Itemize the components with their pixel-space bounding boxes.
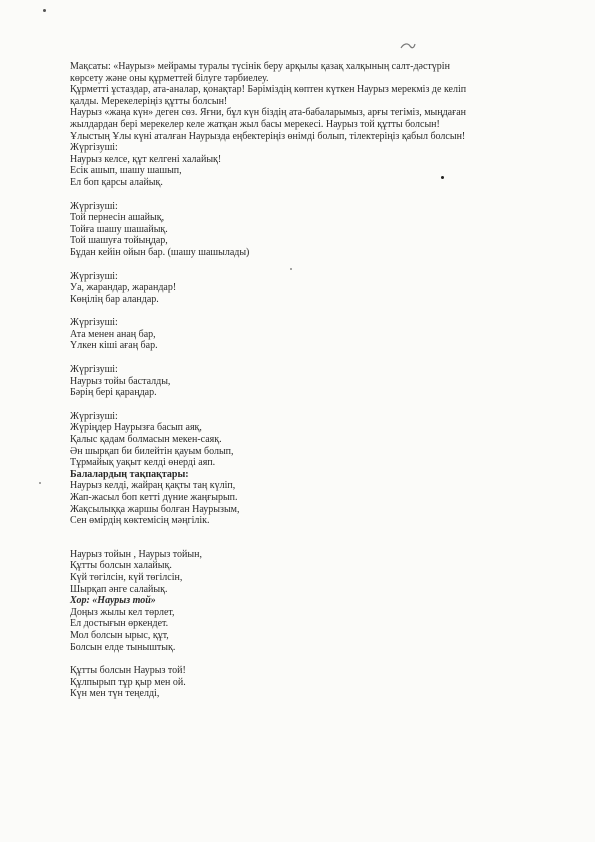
verse-line: Мол болсын ырыс, құт, <box>70 629 169 641</box>
speaker-label: Жүргізуші: <box>70 364 118 376</box>
verse-line: Ел достығын өркендет. <box>70 618 169 630</box>
speaker-label: Жүргізуші: <box>70 200 118 212</box>
verse-line: Шырқап әнге салайық. <box>70 583 168 595</box>
intro-line: Құрметті ұстаздар, ата-аналар, қонақтар! Бәріміздің көптен күткен Наурыз мерекміз де келіп <box>70 84 467 96</box>
host-block <box>70 411 570 469</box>
speaker-label: Жүргізуші: <box>70 317 118 329</box>
verse-line: Күй төгілсін, күй төгілсін, <box>70 571 183 583</box>
verse-line: Бұдан кейін ойын бар. (шашу шашылады) <box>70 246 250 258</box>
speaker-label: Жүргізуші: <box>70 410 118 422</box>
verse-line: Жүріңдер Наурызға басып аяқ, <box>70 422 202 434</box>
intro-line: Наурыз «жаңа күн» деген сөз. Яғни, бұл күн біздің ата-бабаларымыз, арғы тегіміз, мыңдаған <box>70 107 467 119</box>
verse-line: Ата менен анаң бар, <box>70 328 156 340</box>
verse-line: Құтты болсын Наурыз той! <box>70 665 186 677</box>
host-block <box>70 317 570 352</box>
verse-line: Наурыз тойын , Наурыз тойын, <box>70 548 202 560</box>
verse-line: Тұрмайық уақыт келді өнерді аяп. <box>70 457 216 469</box>
verse-line: Наурыз тойы басталды, <box>70 375 171 387</box>
verse-block <box>70 549 570 595</box>
verse-line: Қалыс қадам болмасын мекен-саяқ. <box>70 434 222 446</box>
verse-line: Доңыз жылы кел төрлет, <box>70 606 175 618</box>
verse-line: Құтты болсын халайық. <box>70 560 172 572</box>
intro-line: Мақсаты: «Наурыз» мейрамы туралы түсінік беру арқылы қазақ халқының салт-дәстүрін <box>70 61 450 72</box>
verse-line: Той шашуға тойыңдар, <box>70 235 168 247</box>
verse-line: Көңілің бар аландар. <box>70 293 159 305</box>
children-heading: Балалардың тақпақтары: <box>70 468 189 480</box>
host-block <box>70 201 570 259</box>
verse-line: Наурыз келді, жайраң қақты таң күліп, <box>70 480 236 492</box>
host-block <box>70 142 570 188</box>
scan-speck <box>39 482 41 484</box>
verse-line: Жап-жасыл боп кетті дүние жаңғырып. <box>70 492 238 503</box>
chorus-block <box>70 595 570 653</box>
verse-line: Есік ашып, шашу шашып, <box>70 165 182 177</box>
host-block <box>70 271 570 306</box>
speaker-label: Жүргізуші: <box>70 270 118 282</box>
intro-paragraph <box>70 61 570 142</box>
verse-line: Бәрің бері қараңдар. <box>70 387 157 399</box>
verse-line: Уа, жарандар, жарандар! <box>70 282 177 294</box>
final-verse <box>70 665 570 700</box>
verse-line: Ел боп қарсы алайық. <box>70 176 163 188</box>
verse-line: Ән шырқап би билейтін қауым болып, <box>70 445 234 457</box>
verse-line: Той пернесін ашайық, <box>70 212 165 224</box>
intro-line: Ұлыстың Ұлы күні аталған Наурызда еңбектеріңіз өнімді болып, тілектеріңіз қабыл болсын! <box>70 130 466 142</box>
verse-line: Сен өмірдің көктемісің мәңгілік. <box>70 515 210 527</box>
verse-line: Жақсылыққа жаршы болған Наурызым, <box>70 503 240 515</box>
document-body <box>70 61 570 700</box>
intro-line: жылдардан бері мерекелер келе жатқан жыл басы мерекесі. Наурыз той құтты болсын! <box>70 118 440 130</box>
chorus-heading: Хор: «Наурыз той» <box>70 595 156 607</box>
verse-line: Наурыз келсе, құт келгені халайық! <box>70 153 222 165</box>
verse-line: Күн мен түн теңелді, <box>70 688 160 700</box>
host-block <box>70 364 570 399</box>
intro-line: қалды. Мерекелеріңіз құтты болсын! <box>70 95 228 107</box>
children-poems <box>70 469 570 527</box>
verse-line: Тойға шашу шашайық. <box>70 223 168 235</box>
verse-line: Болсын елде тыныштық. <box>70 641 176 653</box>
scan-mark <box>400 42 416 50</box>
verse-line: Үлкен кіші ағаң бар. <box>70 340 158 352</box>
speaker-label: Жүргізуші: <box>70 142 118 154</box>
scan-speck <box>43 9 46 12</box>
verse-line: Құлпырып тұр қыр мен ой. <box>70 676 186 688</box>
intro-line: көрсету және оны құрметтей білуге тәрбиелеу. <box>70 72 269 84</box>
